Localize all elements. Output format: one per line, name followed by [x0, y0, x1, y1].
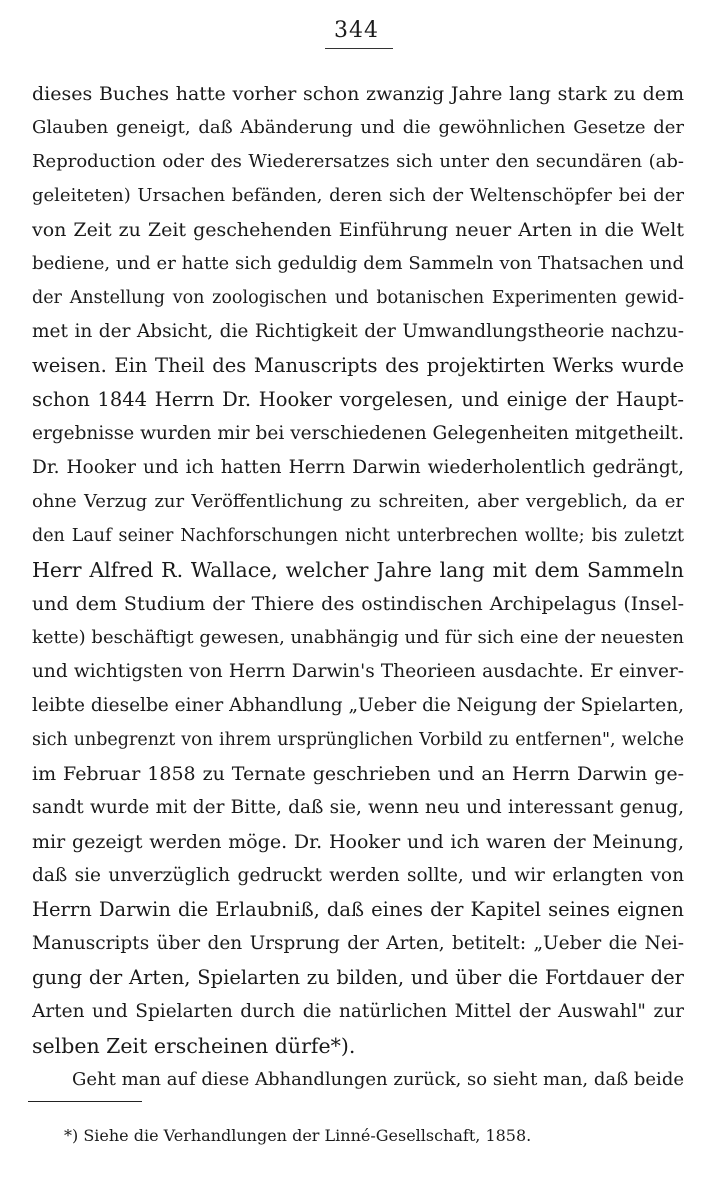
text-line: mir gezeigt werden möge. Dr. Hooker und ich waren der Meinung,	[32, 831, 684, 853]
text-line: ohne Verzug zur Veröffentlichung zu schreiten, aber vergeblich, da er	[32, 491, 684, 512]
text-line: sandt wurde mit der Bitte, daß sie, wenn neu und interessant genug,	[32, 797, 684, 818]
text-line: Glauben geneigt, daß Abänderung und die gewöhnlichen Gesetze der	[32, 117, 684, 138]
text-line: von Zeit zu Zeit geschehenden Einführung neuer Arten in die Welt	[32, 219, 684, 241]
text-line: den Lauf seiner Nachforschungen nicht unterbrechen wollte; bis zuletzt	[32, 526, 684, 546]
text-line: schon 1844 Herrn Dr. Hooker vorgelesen, und einige der Haupt-	[32, 388, 684, 411]
page-number: 344	[334, 18, 379, 43]
text-line: Arten und Spielarten durch die natürlichen Mittel der Auswahl" zur	[32, 1001, 684, 1022]
footnote: *) Siehe die Verhandlungen der Linné-Gesellschaft, 1858.	[64, 1126, 532, 1145]
text-line: im Februar 1858 zu Ternate geschrieben und an Herrn Darwin ge-	[32, 763, 684, 785]
text-line: dieses Buches hatte vorher schon zwanzig Jahre lang stark zu dem	[32, 83, 684, 105]
text-line: ergebnisse wurden mir bei verschiedenen Gelegenheiten mitgetheilt.	[32, 423, 684, 444]
text-line: gung der Arten, Spielarten zu bilden, und über die Fortdauer der	[32, 966, 684, 989]
footnote-rule	[28, 1101, 142, 1102]
text-line: bediene, und er hatte sich geduldig dem Sammeln von Thatsachen und	[32, 253, 684, 274]
text-line: daß sie unverzüglich gedruckt werden sollte, und wir erlangten von	[32, 865, 684, 886]
text-line: Dr. Hooker und ich hatten Herrn Darwin wiederholentlich gedrängt,	[32, 457, 684, 478]
text-line: Herrn Darwin die Erlaubniß, daß eines der Kapitel seines eignen	[32, 898, 684, 921]
text-line: und wichtigsten von Herrn Darwin's Theorieen ausdachte. Er einver-	[32, 661, 684, 682]
text-line: selben Zeit erscheinen dürfe*).	[32, 1034, 356, 1058]
text-line: leibte dieselbe einer Abhandlung „Ueber die Neigung der Spielarten,	[32, 695, 684, 716]
text-line: der Anstellung von zoologischen und botanischen Experimenten gewid-	[32, 288, 684, 308]
text-line: und dem Studium der Thiere des ostindischen Archipelagus (Insel-	[32, 593, 684, 615]
text-line: sich unbegrenzt von ihrem ursprünglichen Vorbild zu entfernen", welche	[32, 730, 684, 750]
text-line: Herr Alfred R. Wallace, welcher Jahre lang mit dem Sammeln	[32, 558, 684, 582]
text-line: met in der Absicht, die Richtigkeit der Umwandlungstheorie nachzu-	[32, 321, 684, 342]
header-rule	[325, 48, 393, 49]
text-line: Geht man auf diese Abhandlungen zurück, so sieht man, daß beide	[72, 1069, 684, 1090]
text-line: weisen. Ein Theil des Manuscripts des projektirten Werks wurde	[32, 354, 684, 377]
text-line: geleiteten) Ursachen befänden, deren sich der Weltenschöpfer bei der	[32, 185, 684, 206]
text-line: Reproduction oder des Wiederersatzes sich unter den secundären (ab-	[32, 151, 684, 172]
text-line: Manuscripts über den Ursprung der Arten, betitelt: „Ueber die Nei-	[32, 933, 684, 954]
text-line: kette) beschäftigt gewesen, unabhängig und für sich eine der neuesten	[32, 627, 684, 648]
